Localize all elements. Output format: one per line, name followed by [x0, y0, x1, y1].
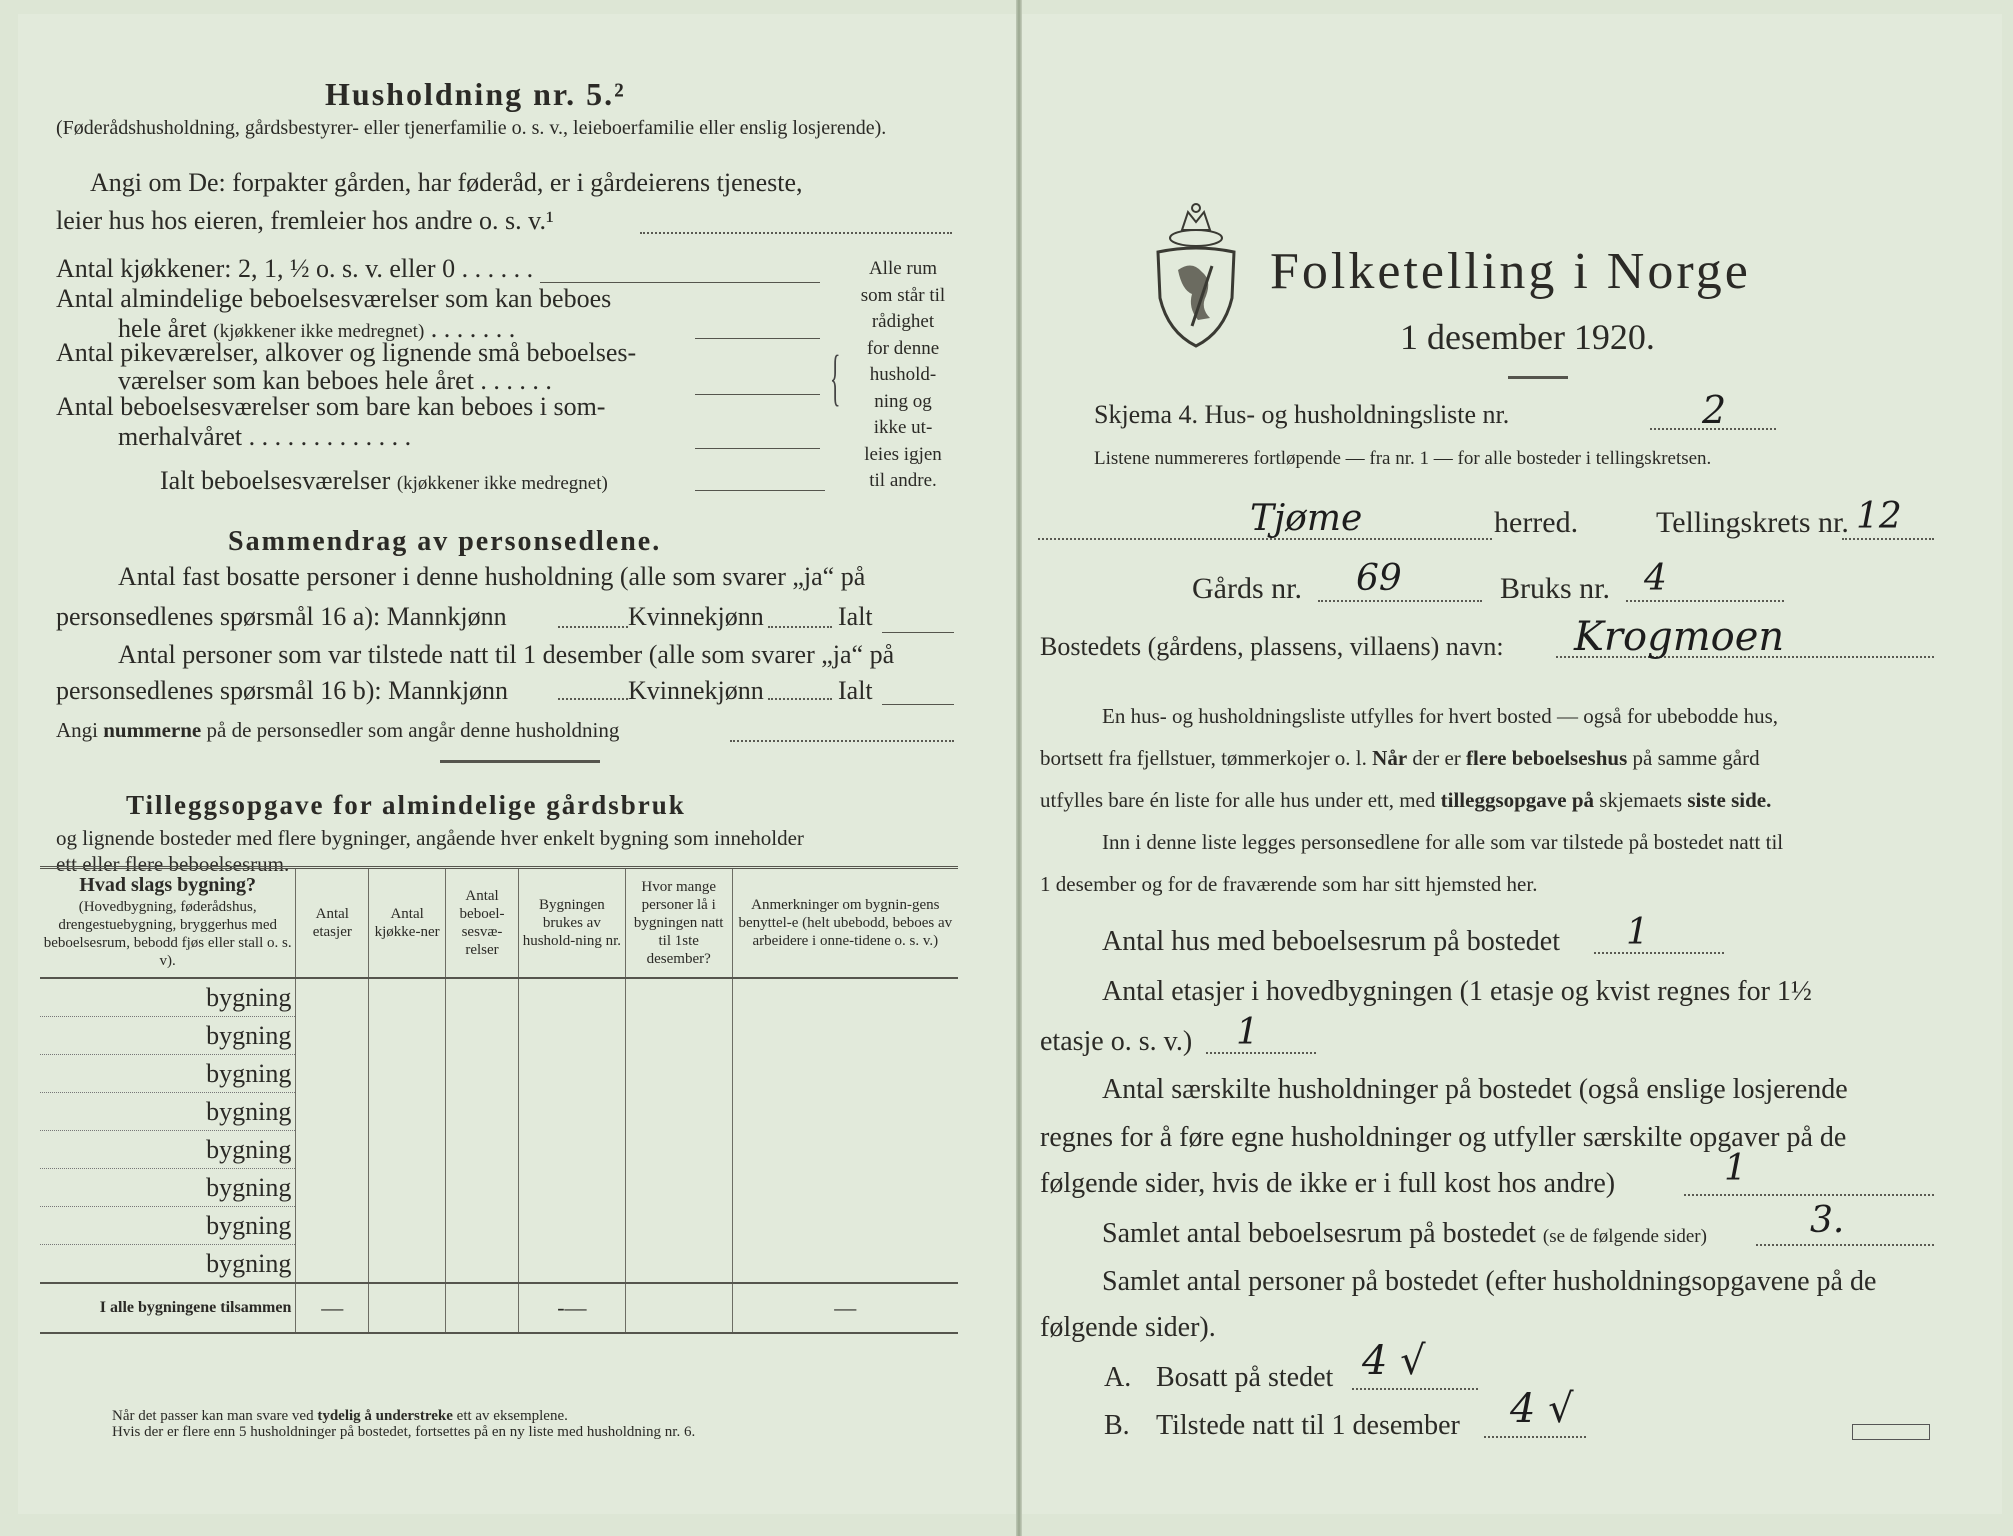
table-cell: [369, 1245, 446, 1284]
table-cell: [732, 1055, 958, 1093]
table-cell: [296, 1207, 369, 1245]
table-row: [40, 1017, 958, 1055]
table-cell: [625, 1207, 732, 1245]
q-houses-line: [1594, 952, 1724, 954]
male-resident-line: [558, 626, 628, 628]
table-cell: [625, 1131, 732, 1169]
table-cell: [625, 1055, 732, 1093]
q-floors-line-1: Antal etasjer i hovedbygningen (1 etasje og kvist regnes for 1½: [1102, 976, 1812, 1007]
q-floors-line-2: etasje o. s. v.): [1040, 1026, 1193, 1057]
table-cell: [369, 1207, 446, 1245]
side-note-line: ikke ut-: [873, 417, 933, 438]
header-main: Hvad slags bygning?: [79, 874, 257, 896]
total-rooms-answer-line: [695, 490, 825, 491]
q-b-text: Tilstede natt til 1 desember: [1156, 1410, 1460, 1441]
q-a-label: A.: [1104, 1362, 1132, 1393]
kitchens-answer-line: [540, 282, 820, 283]
table-cell: [369, 978, 446, 1017]
total-cell: —: [296, 1283, 369, 1333]
q-floors-value: 1: [1236, 1012, 1259, 1053]
table-row: [40, 1093, 958, 1131]
holding-number-line: [1626, 600, 1784, 602]
table-cell: [369, 1017, 446, 1055]
tellingskrets-line: [1842, 538, 1934, 540]
ordinary-rooms-answer-line: [695, 338, 820, 339]
table-header-cell: Antal etasjer: [296, 868, 369, 979]
farm-number-label: Gårds nr.: [1192, 572, 1302, 605]
holding-number-value: 4: [1644, 558, 1667, 599]
q-b-label: B.: [1104, 1410, 1130, 1441]
q-a-line: [1352, 1388, 1478, 1390]
table-cell: [518, 1017, 625, 1055]
table-header-cell: Antal kjøkke-ner: [369, 868, 446, 979]
table-cell: [369, 1093, 446, 1131]
farm-number-value: 69: [1356, 558, 1402, 599]
table-row: [40, 1207, 958, 1245]
summer-rooms-line-1: Antal beboelsesværelser som bare kan beboes i som-: [56, 392, 606, 421]
q-a-value: 4 √: [1362, 1338, 1426, 1384]
female-label-1: Kvinnekjønn: [628, 602, 764, 631]
side-note-line: rådighet: [871, 311, 935, 332]
buildings-table: [40, 866, 958, 1334]
table-cell: [369, 1055, 446, 1093]
table-cell: [625, 1245, 732, 1284]
building-type-cell: bygning: [40, 1169, 296, 1207]
angi-line-1: Angi om De: forpakter gården, har føderåd, er i gårdeierens tjeneste,: [90, 168, 803, 197]
table-cell: [446, 978, 519, 1017]
kitchens-label: Antal kjøkkener: 2, 1, ½ o. s. v. eller 0 . . . . . .: [56, 254, 534, 283]
instr-2a: Inn i denne liste legges personsedlene for alle som var tilstede på bostedet natt til: [1102, 830, 1784, 854]
title-separator: [1508, 376, 1568, 379]
table-cell: [625, 1093, 732, 1131]
table-cell: [296, 1169, 369, 1207]
angi-line-2: leier hus hos eieren, fremleier hos andre o. s. v.¹: [56, 206, 554, 235]
numbers-answer-line: [730, 740, 954, 742]
ordinary-rooms-line-2: hele året (kjøkkener ikke medregnet) . . . . . . .: [118, 314, 516, 343]
q-floors-line: [1206, 1052, 1316, 1054]
ordinary-rooms-line-1: Antal almindelige beboelsesværelser som kan beboes: [56, 284, 612, 313]
maid-rooms-answer-line: [695, 394, 820, 395]
census-title: Folketelling i Norge: [1270, 243, 1751, 300]
farm-number-line: [1318, 600, 1482, 602]
table-cell: [518, 1169, 625, 1207]
table-cell: [732, 978, 958, 1017]
q-rooms-label: Samlet antal beboelsesrum på bostedet (se de følgende sider): [1102, 1218, 1707, 1249]
table-cell: [446, 1169, 519, 1207]
table-cell: [625, 978, 732, 1017]
summary-1b: personsedlenes spørsmål 16 a): Mannkjønn: [56, 602, 507, 631]
q-rooms-line: [1756, 1244, 1934, 1246]
header-note: (Hovedbygning, føderådshus, drengestuebygning, bryggerhus med beboelsesrum, bebodd fjøs eller stall o. s. v).: [43, 899, 292, 969]
q-households-line-1: Antal særskilte husholdninger på bostedet (også enslige losjerende: [1102, 1074, 1848, 1105]
table-cell: [518, 1131, 625, 1169]
table-cell: [518, 978, 625, 1017]
table-cell: [518, 1245, 625, 1284]
household-title: Husholdning nr. 5.²: [325, 76, 626, 112]
table-cell: [446, 1093, 519, 1131]
household-subtitle: (Føderådshusholdning, gårdsbestyrer- eller tjenerfamilie o. s. v., leieboerfamilie eller enslig losjerende).: [56, 117, 887, 139]
table-total-row: [40, 1283, 958, 1333]
q-households-value: 1: [1724, 1148, 1747, 1189]
table-cell: [518, 1055, 625, 1093]
table-cell: [296, 1093, 369, 1131]
summary-2b: personsedlenes spørsmål 16 b): Mannkjønn: [56, 676, 509, 705]
table-cell: [625, 1017, 732, 1055]
footnote-1: Når det passer kan man svare ved tydelig å understreke ett av eksemplene.: [112, 1408, 568, 1424]
rooms-side-note: [848, 256, 958, 495]
side-note-line: som står til: [860, 284, 946, 306]
total-label-1: Ialt: [838, 602, 873, 631]
q-b-line: [1484, 1436, 1586, 1438]
table-cell: [446, 1245, 519, 1284]
table-cell: [296, 1017, 369, 1055]
table-cell: [296, 1131, 369, 1169]
table-cell: [446, 1131, 519, 1169]
angi-numbers: Angi nummerne på de personsedler som angår denne husholdning: [56, 718, 620, 742]
side-note-line: leies igjen: [864, 443, 942, 465]
total-cell: —: [732, 1283, 958, 1333]
female-present-line: [768, 698, 832, 700]
building-type-cell: bygning: [40, 1055, 296, 1093]
total-resident-line: [882, 632, 954, 633]
side-note-line: ning og: [874, 390, 932, 412]
total-cell: [446, 1283, 519, 1333]
building-type-cell: bygning: [40, 1245, 296, 1284]
maid-rooms-line-1: Antal pikeværelser, alkover og lignende små beboelses-: [56, 338, 637, 367]
table-cell: [732, 1207, 958, 1245]
supplement-sub-1: og lignende bosteder med flere bygninger, angående hver enkelt bygning som inneholder: [56, 826, 804, 850]
table-cell: [446, 1017, 519, 1055]
side-note-line: for denne: [866, 337, 940, 359]
q-households-line-3: følgende sider, hvis de ikke er i full kost hos andre): [1040, 1168, 1616, 1199]
instr-2b: 1 desember og for de fraværende som har sitt hjemsted her.: [1040, 872, 1538, 896]
side-note-line: hushold-: [869, 364, 937, 385]
summer-rooms-line-2: merhalvåret . . . . . . . . . . . . .: [118, 422, 412, 451]
q-rooms-value: 3.: [1810, 1200, 1845, 1241]
q-b-value: 4 √: [1510, 1386, 1574, 1432]
listing-note: Listene nummereres fortløpende — fra nr. 1 — for alle bosteder i tellingskretsen.: [1094, 448, 1712, 469]
table-cell: [625, 1169, 732, 1207]
building-type-cell: bygning: [40, 1093, 296, 1131]
table-cell: [296, 1245, 369, 1284]
total-label-2: Ialt: [838, 676, 873, 705]
instr-1a: En hus- og husholdningsliste utfylles for hvert bosted — også for ubebodde hus,: [1102, 704, 1778, 728]
table-cell: [732, 1169, 958, 1207]
page-fold: [1016, 0, 1022, 1536]
total-label-cell: I alle bygningene tilsammen: [99, 1299, 292, 1316]
brace: {: [830, 344, 841, 412]
table-cell: [518, 1207, 625, 1245]
census-date: 1 desember 1920.: [1400, 317, 1655, 357]
summary-2a: Antal personer som var tilstede natt til 1 desember (alle som svarer „ja“ på: [118, 640, 895, 669]
table-cell: [446, 1207, 519, 1245]
table-cell: [732, 1245, 958, 1284]
table-header-cell: Hvor mange personer lå i bygningen natt til 1ste desember?: [625, 868, 732, 979]
total-cell: -—: [518, 1283, 625, 1333]
footnote-2: Hvis der er flere enn 5 husholdninger på bostedet, fortsettes på en ny liste med husholdning nr. 6.: [112, 1424, 696, 1440]
summer-rooms-answer-line: [695, 448, 820, 449]
table-header-cell: Anmerkninger om bygnin-gens benyttel-e (helt ubebodd, bebоes av arbeidere i onne-tidene o. s. v.): [732, 868, 958, 979]
summary-title: Sammendrag av personsedlene.: [228, 526, 662, 557]
supplement-sub-2: ett eller flere beboelsesrum.: [56, 852, 290, 876]
table-header-cell: Antal beboel-sesvæ-relser: [446, 868, 519, 979]
coat-of-arms-icon: [1152, 200, 1240, 350]
printer-stamp: [1852, 1424, 1930, 1440]
building-type-cell: bygning: [40, 1131, 296, 1169]
female-resident-line: [768, 626, 832, 628]
table-cell: [732, 1093, 958, 1131]
building-type-cell: bygning: [40, 978, 296, 1017]
table-row: [40, 1169, 958, 1207]
angi-answer-line: [640, 232, 952, 234]
tellingskrets-value: 12: [1856, 496, 1902, 537]
supplement-title: Tilleggsopgave for almindelige gårdsbruk: [126, 790, 686, 820]
side-note-line: Alle rum: [868, 258, 938, 279]
tellingskrets-label: Tellingskrets nr.: [1656, 506, 1849, 539]
q-households-line: [1684, 1194, 1934, 1196]
table-row: [40, 978, 958, 1017]
q-houses-label: Antal hus med beboelsesrum på bostedet: [1102, 926, 1561, 957]
summary-1a: Antal fast bosatte personer i denne husholdning (alle som svarer „ja“ på: [118, 562, 866, 591]
total-rooms-label: Ialt beboelsesværelser (kjøkkener ikke medregnet): [160, 466, 608, 495]
table-cell: [732, 1131, 958, 1169]
table-cell: [446, 1055, 519, 1093]
side-note-line: til andre.: [869, 470, 937, 491]
total-present-line: [882, 704, 954, 705]
table-row: [40, 1245, 958, 1284]
table-cell: [732, 1017, 958, 1055]
table-row: [40, 1055, 958, 1093]
section-separator: [440, 760, 600, 763]
building-type-cell: bygning: [40, 1017, 296, 1055]
schema-value: 2: [1702, 388, 1727, 432]
instr-1b: bortsett fra fjellstuer, tømmerkojer o. l. Når der er flere beboelseshus på samme gård: [1040, 746, 1760, 770]
q-households-line-2: regnes for å føre egne husholdninger og utfyller særskilte opgaver på de: [1040, 1122, 1847, 1153]
table-row: [40, 1131, 958, 1169]
male-present-line: [558, 698, 628, 700]
total-cell: [369, 1283, 446, 1333]
q-persons-line-2: følgende sider).: [1040, 1312, 1216, 1343]
table-cell: [518, 1093, 625, 1131]
female-label-2: Kvinnekjønn: [628, 676, 764, 705]
table-cell: [369, 1131, 446, 1169]
table-header-cell: Bygningen brukes av hushold-ning nr.: [518, 868, 625, 979]
q-houses-value: 1: [1626, 912, 1649, 953]
table-header-cell: [40, 868, 296, 979]
building-type-cell: bygning: [40, 1207, 296, 1245]
table-cell: [296, 978, 369, 1017]
q-a-text: Bosatt på stedet: [1156, 1362, 1334, 1393]
table-cell: [296, 1055, 369, 1093]
residence-name-label: Bostedets (gårdens, plassens, villaens) navn:: [1040, 632, 1504, 661]
maid-rooms-line-2: værelser som kan beboes hele året . . . . . .: [118, 366, 552, 395]
schema-label: Skjema 4. Hus- og husholdningsliste nr.: [1094, 400, 1510, 429]
holding-number-label: Bruks nr.: [1500, 572, 1611, 605]
total-cell: [625, 1283, 732, 1333]
table-header-row: [40, 868, 958, 979]
residence-name-value: Krogmoen: [1574, 614, 1785, 660]
herred-label: herred.: [1494, 506, 1579, 539]
municipality-value: Tjøme: [1250, 498, 1363, 539]
instr-1c: utfylles bare én liste for alle hus under ett, med tilleggsopgave på skjemaets siste side.: [1040, 788, 1772, 812]
q-persons-line-1: Samlet antal personer på bostedet (efter husholdningsopgavene på de: [1102, 1266, 1877, 1297]
table-cell: [369, 1169, 446, 1207]
